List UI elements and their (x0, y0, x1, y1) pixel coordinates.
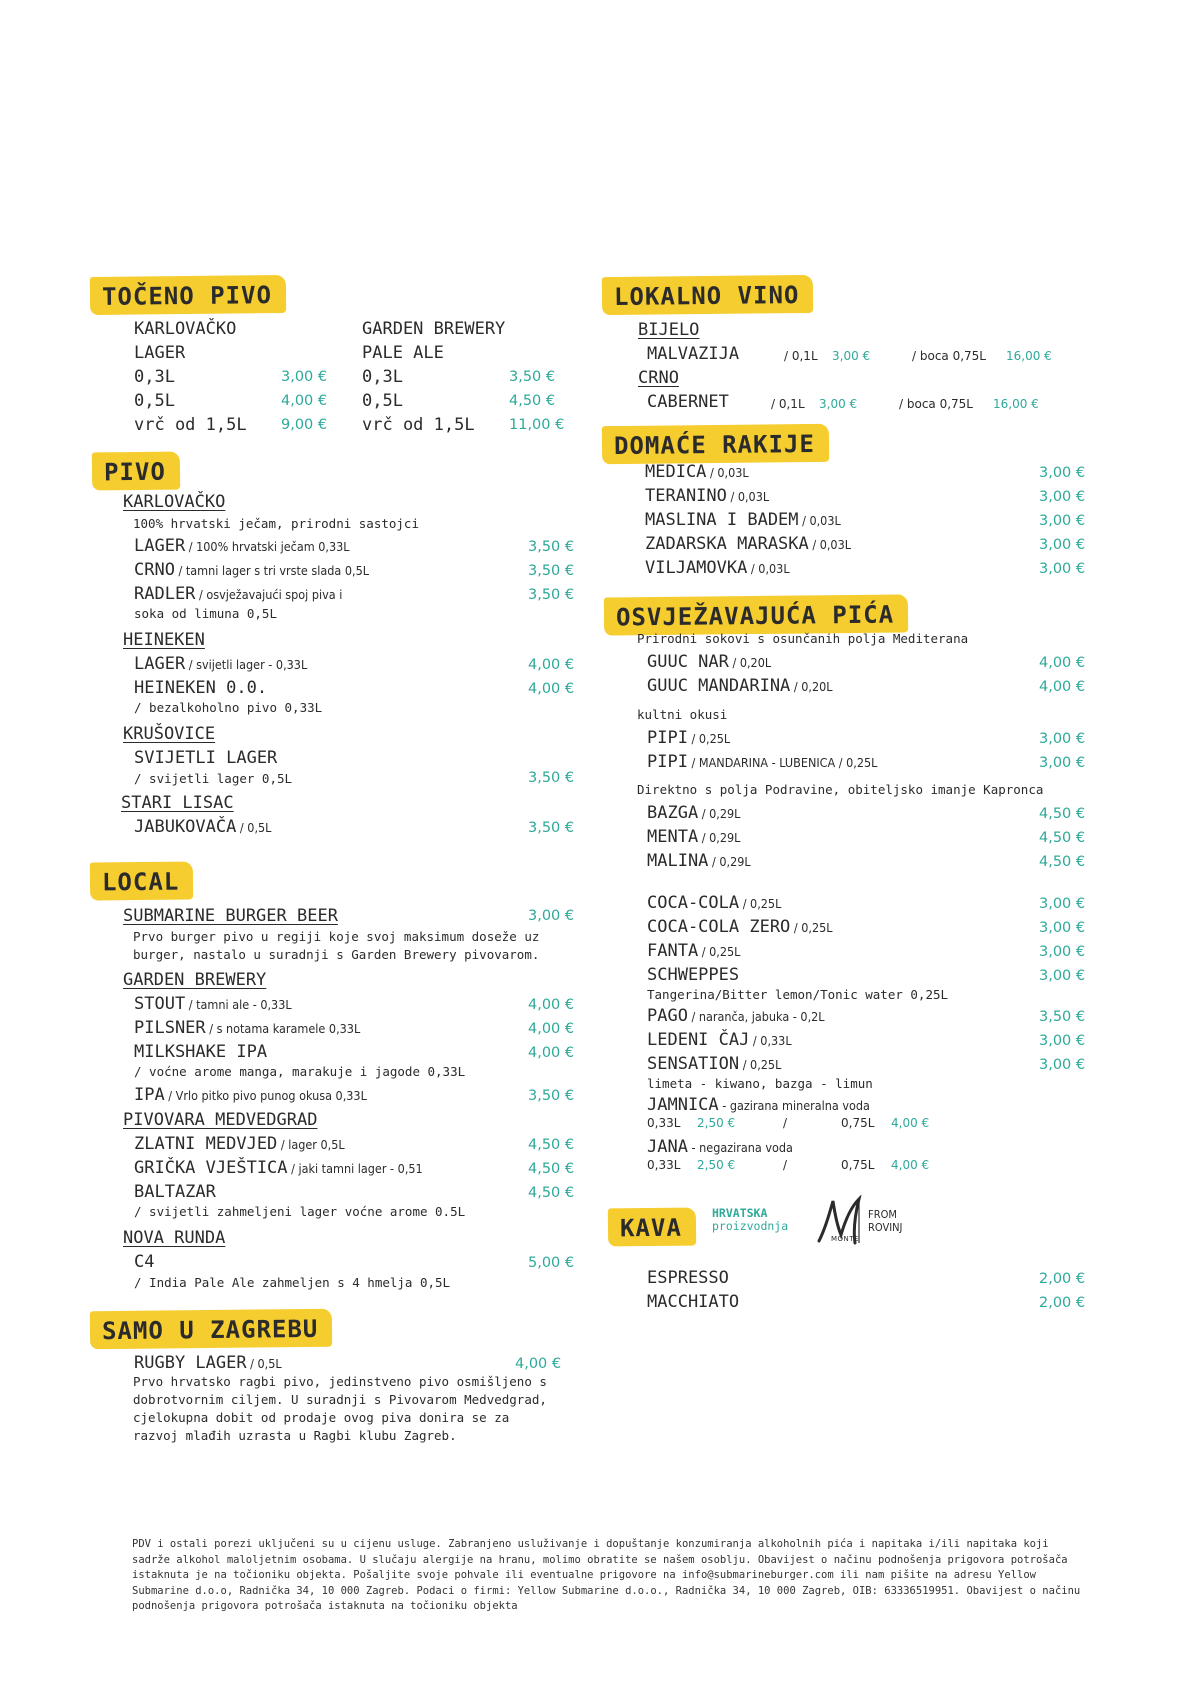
size-label: vrč od 1,5L (134, 415, 247, 435)
brand-garden-brewery: GARDEN BREWERY (123, 970, 267, 990)
menu-item: MALINA / 0,29L (647, 851, 751, 871)
price: 3,00 € (1039, 1057, 1086, 1073)
section-title-lokalno-vino: LOKALNO VINO (602, 275, 814, 315)
size-label: 0,3L (362, 367, 403, 387)
wine-name: CABERNET (647, 392, 729, 412)
menu-item: COCA-COLA ZERO / 0,25L (647, 917, 833, 937)
price: 4,00 € (528, 657, 575, 673)
price: 16,00 € (993, 397, 1039, 411)
price: 4,00 € (281, 393, 328, 409)
price: 2,50 € (697, 1158, 736, 1172)
section-title-local: LOCAL (90, 861, 194, 900)
price: 3,00 € (281, 369, 328, 385)
menu-item: GUUC MANDARINA / 0,20L (647, 676, 833, 696)
logo-monte-text: MONTE (831, 1235, 859, 1243)
menu-item: MASLINA I BADEM / 0,03L (645, 510, 841, 530)
wine-category-bijelo: BIJELO (638, 320, 700, 340)
menu-item: LAGER / svijetli lager - 0,33L (134, 654, 308, 674)
menu-item: LAGER / 100% hrvatski ječam 0,33L (134, 536, 350, 556)
item-description: Prvo burger pivo u regiji koje svoj maksimum doseže uz (133, 929, 540, 944)
brand-krusovice: KRUŠOVICE (123, 724, 216, 744)
menu-item: PAGO / naranča, jabuka - 0,2L (647, 1006, 825, 1026)
price: 4,00 € (528, 997, 575, 1013)
item-description: limeta - kiwano, bazga - limun (647, 1076, 873, 1091)
price: 3,00 € (832, 349, 871, 363)
brand-description: 100% hrvatski ječam, prirodni sastojci (133, 516, 419, 531)
price: 2,00 € (1039, 1295, 1086, 1311)
menu-item: STOUT / tamni ale - 0,33L (134, 994, 292, 1014)
wine-category-crno: CRNO (638, 368, 679, 388)
menu-item: CRNO / tamni lager s tri vrste slada 0,5L (134, 560, 370, 580)
price: 3,00 € (1039, 755, 1086, 771)
legal-footer: PDV i ostali porezi uključeni su u cijenu usluge. Zabranjeno usluživanje i dopuštanje konzumiranja alkoholnih pića i napitaka i/ili napitaka koji sadrže alkohol maloljetnim osobama. U slučaju alergije na hranu, molimo obratite se našem osoblju. Obavijest o načinu podnošenja prigovora potrošača istaknuta je na točioniku objekta. Pošaljite svoje pohvale ili eventualne prigovore na info@submarineburger.com ili nam pišite na adresu Yellow Submarine d.o.o, Radnička 34, 10 000 Zagreb. Podaci o firmi: Yellow Submarine d.o.o., Radnička 34, 10 000 Zagreb, OIB: 63336519951. Obavijest o načinu podnošenja prigovora potrošača istaknuta na točioniku objekta (132, 1538, 1081, 1612)
price: 4,50 € (528, 1185, 575, 1201)
item-description: razvoj mlađih uzrasta u Ragbi klubu Zagreb. (133, 1428, 457, 1443)
price: 3,50 € (528, 1088, 575, 1104)
glass-size: / 0,1L (771, 397, 805, 411)
size-label: 0,75L (841, 1116, 875, 1130)
size-label: vrč od 1,5L (362, 415, 475, 435)
size-label: 0,5L (134, 391, 175, 411)
price: 16,00 € (1006, 349, 1052, 363)
menu-item: ZADARSKA MARASKA / 0,03L (645, 534, 851, 554)
brand-stari-lisac: STARI LISAC (121, 793, 234, 813)
origin-proizvodnja: proizvodnja (712, 1219, 789, 1233)
beer-name: PALE ALE (362, 343, 444, 363)
menu-item: MACCHIATO (647, 1292, 740, 1312)
price: 3,50 € (528, 770, 575, 786)
beer-name: KARLOVAČKO (134, 319, 237, 339)
beer-name: GARDEN BREWERY (362, 319, 506, 339)
group-note: Direktno s polja Podravine, obiteljsko imanje Kapronca (637, 782, 1044, 797)
menu-item: RADLER / osvježavajući spoj piva i (134, 584, 343, 604)
size-label: 0,33L (647, 1158, 681, 1172)
section-title-samo-u-zagrebu: SAMO U ZAGREBU (90, 1309, 333, 1350)
price: 3,00 € (528, 908, 575, 924)
item-description: / svijetli zahmeljeni lager voćne arome 0.5L (134, 1204, 466, 1219)
price: 3,00 € (1039, 1033, 1086, 1049)
separator: / (783, 1158, 788, 1172)
price: 3,00 € (1039, 513, 1086, 529)
brand-heineken: HEINEKEN (123, 630, 205, 650)
price: 5,00 € (528, 1255, 575, 1271)
section-title-kava: KAVA (608, 1208, 696, 1247)
origin-hrvatska: HRVATSKA (712, 1206, 768, 1220)
price: 4,00 € (1039, 679, 1086, 695)
price: 4,00 € (891, 1158, 930, 1172)
item-description: / voćne arome manga, marakuje i jagode 0,33L (134, 1064, 466, 1079)
price: 9,00 € (281, 417, 328, 433)
menu-item: GRIČKA VJEŠTICA / jaki tamni lager - 0,51 (134, 1158, 423, 1178)
menu-item: FANTA / 0,25L (647, 941, 741, 961)
menu-item: VILJAMOVKA / 0,03L (645, 558, 790, 578)
price: 4,00 € (891, 1116, 930, 1130)
section-title-osvjezavajuca-pica: OSVJEŽAVAJUĆA PIĆA (604, 594, 908, 635)
logo-from-text: FROM (868, 1208, 897, 1221)
menu-item: PILSNER / s notama karamele 0,33L (134, 1018, 361, 1038)
price: 4,00 € (528, 1045, 575, 1061)
group-note: Prirodni sokovi s osunčanih polja Mediterana (637, 631, 969, 646)
monte-logo (815, 1195, 915, 1247)
price: 4,00 € (1039, 655, 1086, 671)
menu-item: GUUC NAR / 0,20L (647, 652, 772, 672)
bottle-size: / boca 0,75L (912, 349, 986, 363)
origin-label (712, 1207, 788, 1233)
beer-name: LAGER (134, 343, 186, 363)
brand-medvedgrad: PIVOVARA MEDVEDGRAD (123, 1110, 318, 1130)
item-description: soka od limuna 0,5L (134, 606, 277, 621)
brand-karlovacko: KARLOVAČKO (123, 492, 226, 512)
menu-item: SVIJETLI LAGER (134, 748, 278, 768)
menu-item: IPA / Vrlo pitko pivo punog okusa 0,33L (134, 1085, 367, 1105)
price: 3,50 € (1039, 1009, 1086, 1025)
price: 4,50 € (1039, 806, 1086, 822)
menu-item: C4 (134, 1252, 155, 1272)
price: 4,50 € (509, 393, 556, 409)
item-description: Prvo hrvatsko ragbi pivo, jedinstveno pivo osmišljeno s (133, 1374, 547, 1389)
price: 3,00 € (1039, 465, 1086, 481)
size-label: 0,75L (841, 1158, 875, 1172)
price: 4,50 € (1039, 830, 1086, 846)
logo-rovinj-text: ROVINJ (868, 1221, 903, 1234)
menu-item: RUGBY LAGER / 0,5L (134, 1353, 282, 1373)
menu-item: PIPI / MANDARINA - LUBENICA / 0,25L (647, 752, 878, 772)
price: 3,00 € (1039, 731, 1086, 747)
item-description: Tangerina/Bitter lemon/Tonic water 0,25L (647, 987, 949, 1002)
price: 3,00 € (1039, 561, 1086, 577)
price: 3,00 € (1039, 920, 1086, 936)
price: 3,50 € (528, 539, 575, 555)
glass-size: / 0,1L (784, 349, 818, 363)
menu-item: MENTA / 0,29L (647, 827, 741, 847)
menu-item: SCHWEPPES (647, 965, 740, 985)
section-title-toceno-pivo: TOČENO PIVO (90, 275, 286, 315)
menu-item: BAZGA / 0,29L (647, 803, 741, 823)
price: 2,00 € (1039, 1271, 1086, 1287)
group-note: kultni okusi (637, 707, 728, 722)
price: 4,50 € (1039, 854, 1086, 870)
menu-item: BALTAZAR (134, 1182, 216, 1202)
price: 4,00 € (515, 1356, 562, 1372)
menu-item: ZLATNI MEDVJED / lager 0,5L (134, 1134, 345, 1154)
section-title-pivo: PIVO (92, 452, 180, 491)
price: 3,00 € (1039, 944, 1086, 960)
price: 3,00 € (819, 397, 858, 411)
menu-item: TERANINO / 0,03L (645, 486, 770, 506)
item-description: dobrotvornim ciljem. U suradnji s Pivovarom Medvedgrad, (133, 1392, 547, 1407)
size-label: 0,5L (362, 391, 403, 411)
price: 3,00 € (1039, 489, 1086, 505)
price: 3,00 € (1039, 968, 1086, 984)
price: 4,00 € (528, 681, 575, 697)
menu-item: PIPI / 0,25L (647, 728, 731, 748)
price: 3,00 € (1039, 537, 1086, 553)
section-title-domace-rakije: DOMAĆE RAKIJE (602, 424, 829, 464)
brand-nova-runda: NOVA RUNDA (123, 1228, 226, 1248)
price: 3,50 € (509, 369, 556, 385)
item-description: cjelokupna dobit od prodaje ovog piva donira se za (133, 1410, 510, 1425)
price: 3,50 € (528, 587, 575, 603)
price: 3,50 € (528, 563, 575, 579)
item-description: / India Pale Ale zahmeljen s 4 hmelja 0,5L (134, 1275, 451, 1290)
menu-item: HEINEKEN 0.0. (134, 678, 268, 698)
price: 4,50 € (528, 1137, 575, 1153)
menu-item: MILKSHAKE IPA (134, 1042, 268, 1062)
size-label: 0,33L (647, 1116, 681, 1130)
separator: / (783, 1116, 788, 1130)
menu-item: SENSATION / 0,25L (647, 1054, 782, 1074)
size-label: 0,3L (134, 367, 175, 387)
menu-item: JAMNICA - gazirana mineralna voda (647, 1095, 870, 1115)
menu-item: ESPRESSO (647, 1268, 729, 1288)
menu-item: JABUKOVAČA / 0,5L (134, 817, 272, 837)
item-description: / svijetli lager 0,5L (134, 771, 293, 786)
price: 11,00 € (509, 417, 565, 433)
price: 3,00 € (1039, 896, 1086, 912)
menu-item: LEDENI ČAJ / 0,33L (647, 1030, 792, 1050)
item-description: burger, nastalo u suradnji s Garden Brewery pivovarom. (133, 947, 540, 962)
bottle-size: / boca 0,75L (899, 397, 973, 411)
price: 4,00 € (528, 1021, 575, 1037)
menu-item: JANA - negazirana voda (647, 1137, 793, 1157)
menu-item: COCA-COLA / 0,25L (647, 893, 782, 913)
wine-name: MALVAZIJA (647, 344, 740, 364)
menu-item: MEDICA / 0,03L (645, 462, 749, 482)
price: 2,50 € (697, 1116, 736, 1130)
brand-submarine: SUBMARINE BURGER BEER (123, 906, 338, 926)
item-description: / bezalkoholno pivo 0,33L (134, 700, 323, 715)
price: 3,50 € (528, 820, 575, 836)
price: 4,50 € (528, 1161, 575, 1177)
